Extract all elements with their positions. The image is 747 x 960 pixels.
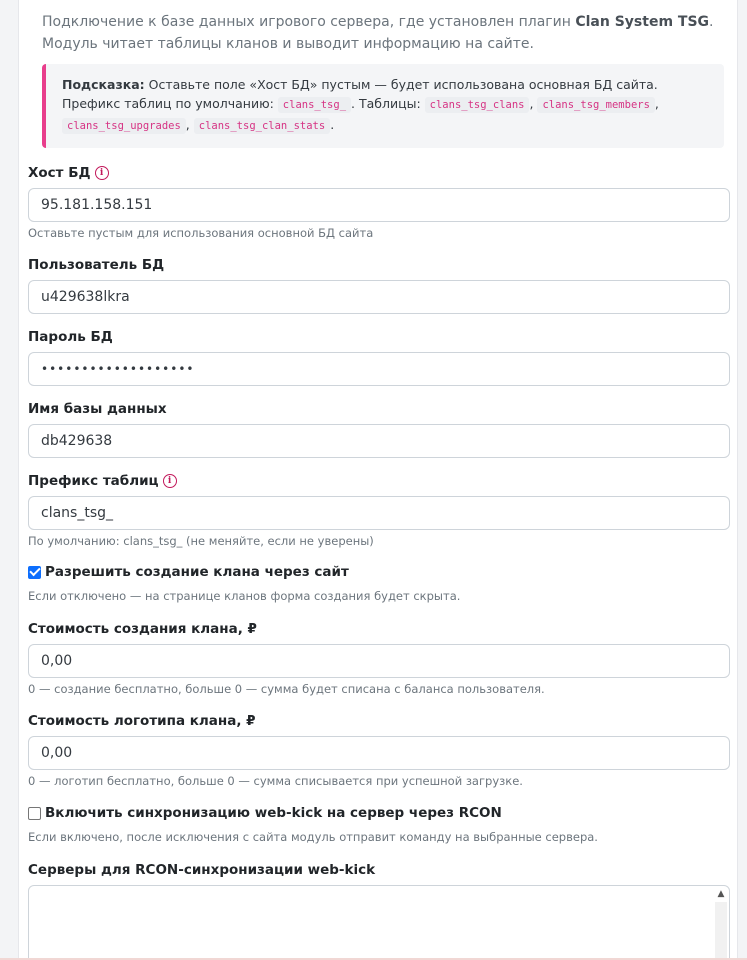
password-field (28, 327, 728, 386)
host-label (28, 163, 728, 183)
rcon-sync-field (28, 803, 728, 846)
create-cost-help: 0 — создание бесплатно, больше 0 — сумма будет списана с баланса пользователя. (28, 682, 545, 696)
hint-separator: , (529, 96, 538, 111)
settings-panel (18, 0, 738, 958)
hint-box (42, 64, 724, 148)
plugin-name: Clan System TSG (575, 14, 710, 30)
prefix-help: По умолчанию: clans_tsg_ (не меняйте, если не уверены) (28, 534, 374, 548)
user-input[interactable] (28, 280, 730, 314)
host-field (28, 163, 728, 242)
user-label: Пользователь БД (28, 257, 165, 273)
logo-cost-help: 0 — логотип бесплатно, больше 0 — сумма списывается при успешной загрузке. (28, 774, 523, 788)
rcon-servers-label: Серверы для RCON-синхронизации web-kick (28, 862, 376, 878)
allow-create-field (28, 562, 728, 605)
dbname-field (28, 399, 728, 458)
prefix-input-value: clans_tsg_ (41, 505, 114, 521)
dbname-input[interactable] (28, 424, 730, 458)
allow-create-help: Если отключено — на странице кланов форма создания будет скрыта. (28, 589, 461, 603)
rcon-sync-checkbox[interactable] (28, 807, 41, 820)
table-name-code: clans_tsg_clans (425, 97, 530, 113)
intro-text-part: Подключение к базе данных игрового сервера, где установлен плагин (42, 14, 576, 30)
host-label-text: Хост БД (28, 165, 91, 181)
hint-separator: , (185, 117, 194, 132)
hint-separator: , (654, 96, 659, 111)
intro-text-part: . Модуль читает таблицы кланов и выводит информацию на сайте. (42, 14, 714, 52)
password-label: Пароль БД (28, 329, 113, 345)
hint-text: . Таблицы: (351, 96, 425, 111)
rcon-sync-row[interactable] (28, 803, 728, 823)
create-cost-input[interactable] (28, 644, 730, 678)
allow-create-row[interactable] (28, 562, 728, 582)
scroll-up-arrow-icon[interactable]: ▲ (717, 889, 725, 899)
allow-create-label[interactable]: Разрешить создание клана через сайт (45, 564, 349, 580)
logo-cost-input[interactable] (28, 736, 730, 770)
table-name-code: clans_tsg_members (537, 97, 654, 113)
rcon-servers-field (28, 860, 728, 960)
prefix-label (28, 471, 728, 491)
logo-cost-input-value: 0,00 (41, 745, 73, 761)
create-cost-label: Стоимость создания клана, ₽ (28, 621, 257, 637)
scrollbar-track[interactable] (715, 902, 727, 960)
intro-text (42, 11, 716, 55)
prefix-field (28, 471, 728, 550)
user-field (28, 255, 728, 314)
table-name-code: clans_tsg_clan_stats (194, 118, 330, 134)
logo-cost-field (28, 711, 728, 790)
password-input-value: ••••••••••••••••••• (41, 362, 195, 376)
create-cost-field (28, 619, 728, 698)
rcon-sync-help: Если включено, после исключения с сайта модуль отправит команду на выбранные сервера. (28, 830, 598, 844)
info-icon[interactable]: i (163, 474, 177, 488)
prefix-label-text: Префикс таблиц (28, 473, 159, 489)
allow-create-checkbox[interactable] (28, 566, 41, 579)
hint-separator: . (330, 117, 335, 132)
dbname-input-value: db429638 (41, 433, 113, 449)
dbname-label: Имя базы данных (28, 401, 167, 417)
host-input[interactable] (28, 188, 730, 222)
logo-cost-label: Стоимость логотипа клана, ₽ (28, 713, 256, 729)
create-cost-input-value: 0,00 (41, 653, 73, 669)
prefix-input[interactable] (28, 496, 730, 530)
user-input-value: u429638lkra (41, 289, 130, 305)
hint-title: Подсказка: (62, 77, 145, 92)
table-name-code: clans_tsg_upgrades (62, 118, 186, 134)
password-input[interactable] (28, 352, 730, 386)
hint-text: Оставьте поле «Хост БД» пустым — будет использована основная БД сайта. Префикс таблиц по умолчанию: (62, 77, 658, 111)
host-input-value: 95.181.158.151 (41, 197, 153, 213)
rcon-servers-select[interactable] (28, 885, 730, 960)
default-prefix-code: clans_tsg_ (278, 97, 351, 113)
host-help: Оставьте пустым для использования основной БД сайта (28, 226, 374, 240)
rcon-sync-label[interactable]: Включить синхронизацию web-kick на сервер через RCON (45, 805, 502, 821)
info-icon[interactable]: i (95, 166, 109, 180)
